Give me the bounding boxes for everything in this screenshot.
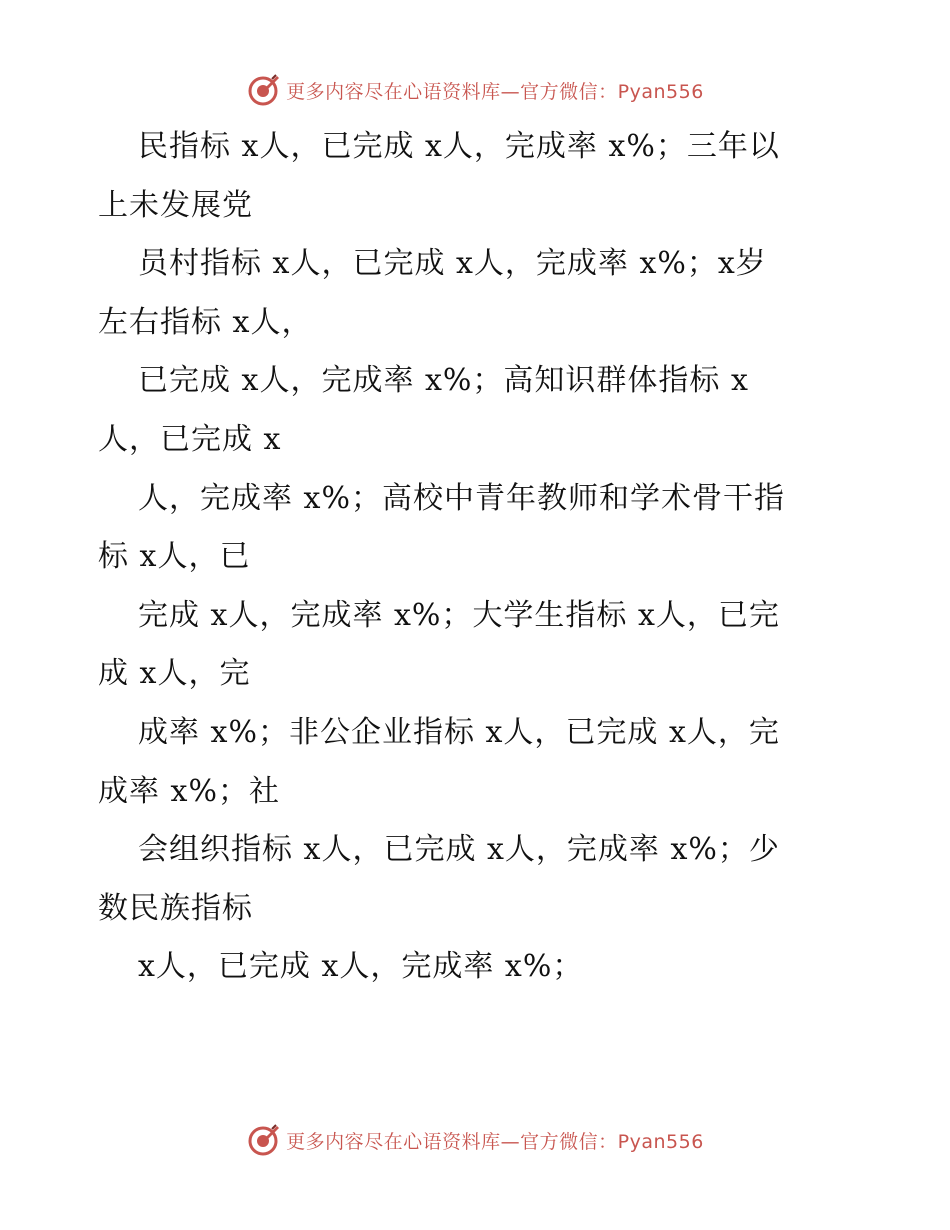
body-line: 已完成 x人，完成率 x%；高知识群体指标 x (138, 363, 749, 399)
footer-banner (0, 1120, 950, 1160)
body-line: 数民族指标 (98, 890, 253, 926)
body-line: 标 x人，已 (98, 539, 251, 575)
document-body (98, 118, 858, 997)
body-line: x人，已完成 x人，完成率 x%； (138, 949, 584, 985)
body-line: 员村指标 x人，已完成 x人，完成率 x%；x岁 (138, 246, 767, 282)
body-line: 成率 x%；非公企业指标 x人，已完成 x人，完 (138, 714, 780, 750)
body-line: 左右指标 x人， (98, 304, 313, 340)
body-line: 会组织指标 x人，已完成 x人，完成率 x%；少 (138, 832, 780, 868)
quill-logo-icon (246, 73, 280, 107)
header-banner (0, 70, 950, 110)
body-line: 民指标 x人，已完成 x人，完成率 x%；三年以 (138, 129, 780, 164)
body-line: 完成 x人，完成率 x%；大学生指标 x人，已完 (138, 597, 780, 633)
body-line: 成 x人，完 (98, 656, 251, 692)
body-line: 人，已完成 x (98, 421, 282, 457)
body-line: 人，完成率 x%；高校中青年教师和学术骨干指 (138, 480, 785, 516)
header-banner-text: 更多内容尽在心语资料库—官方微信：Pyan556 (286, 80, 704, 103)
body-line: 成率 x%；社 (98, 773, 280, 809)
quill-logo-icon (246, 1123, 280, 1157)
footer-banner-text: 更多内容尽在心语资料库—官方微信：Pyan556 (286, 1130, 704, 1153)
body-line: 上未发展党 (98, 187, 253, 223)
